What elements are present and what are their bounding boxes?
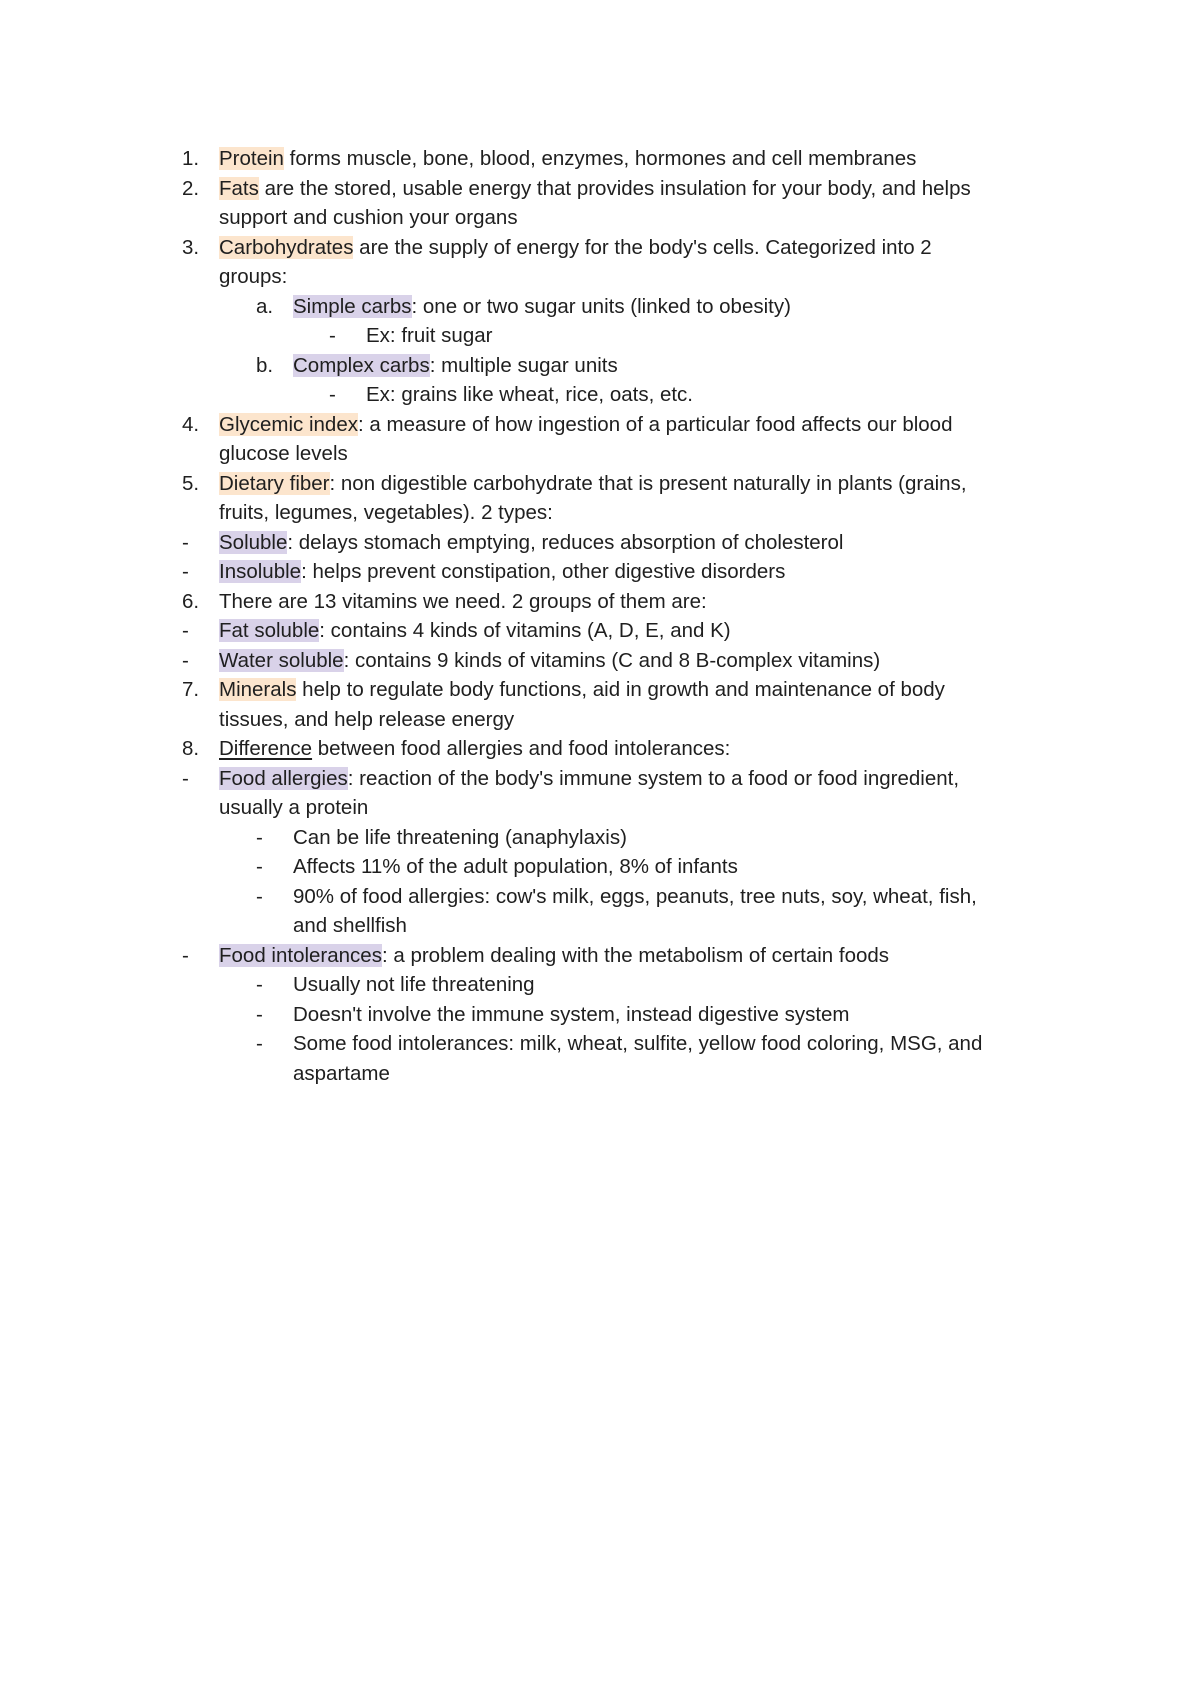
list-number: b. <box>256 353 274 377</box>
line-body: between food allergies and food intolerances: <box>312 737 731 760</box>
outline-line <box>0 764 1200 794</box>
line-body: and shellfish <box>293 914 407 937</box>
list-number: 1. <box>182 147 200 170</box>
line-body: Some food intolerances: milk, wheat, sulfite, yellow food coloring, MSG, and <box>293 1032 983 1055</box>
bullet-dash: - <box>182 943 189 967</box>
line-text <box>219 203 518 233</box>
line-body: support and cushion your organs <box>219 206 518 229</box>
line-text <box>219 764 959 794</box>
line-text <box>293 1000 850 1030</box>
list-number: 4. <box>182 412 200 436</box>
line-text <box>219 233 932 263</box>
line-body: : non digestible carbohydrate that is present naturally in plants (grains, <box>329 471 967 495</box>
line-body: : one or two sugar units (linked to obesity) <box>411 294 791 318</box>
outline-line <box>0 233 1200 263</box>
line-text <box>219 675 945 705</box>
line-body: Affects 11% of the adult population, 8% of infants <box>293 855 738 878</box>
line-text <box>219 528 843 558</box>
outline-line <box>0 410 1200 440</box>
bullet-dash: - <box>256 1002 263 1026</box>
line-text <box>293 292 791 322</box>
outline-line <box>0 262 1200 292</box>
list-number: 2. <box>182 176 200 200</box>
key-term: Difference <box>219 737 313 760</box>
outline-line <box>0 1059 1200 1089</box>
key-term: Water soluble <box>219 648 344 672</box>
bullet-dash: - <box>256 973 263 996</box>
line-text <box>219 646 880 676</box>
bullet-dash: - <box>256 1032 263 1055</box>
line-text <box>219 734 730 764</box>
line-body: : helps prevent constipation, other digestive disorders <box>301 560 786 583</box>
line-body: : delays stomach emptying, reduces absorption of cholesterol <box>287 530 844 554</box>
list-number: 7. <box>182 678 200 701</box>
outline-line <box>0 1000 1200 1030</box>
line-text <box>366 380 693 410</box>
outline-line <box>0 557 1200 587</box>
outline-line <box>0 970 1200 1000</box>
line-text <box>293 852 738 882</box>
outline-line <box>0 882 1200 912</box>
line-text <box>219 469 967 499</box>
line-body: Ex: grains like wheat, rice, oats, etc. <box>366 383 693 406</box>
line-body: : reaction of the body's immune system to a food or food ingredient, <box>347 766 960 790</box>
list-number: 3. <box>182 235 200 259</box>
key-term: Food allergies <box>219 766 348 790</box>
outline-line <box>0 941 1200 971</box>
key-term: Carbohydrates <box>219 235 354 259</box>
bullet-dash: - <box>329 383 336 406</box>
line-text <box>293 882 977 912</box>
line-body: : contains 9 kinds of vitamins (C and 8 B-complex vitamins) <box>343 648 881 672</box>
line-body: usually a protein <box>219 796 369 819</box>
key-term: Protein <box>219 147 284 170</box>
line-text <box>219 262 287 292</box>
key-term: Complex carbs <box>293 353 430 377</box>
line-text <box>219 793 368 823</box>
outline-line <box>0 793 1200 823</box>
outline-line <box>0 705 1200 735</box>
list-number: a. <box>256 294 274 318</box>
key-term: Dietary fiber <box>219 471 330 495</box>
line-text <box>219 705 514 735</box>
line-text <box>219 616 731 646</box>
line-body: 90% of food allergies: cow's milk, eggs, peanuts, tree nuts, soy, wheat, fish, <box>293 884 977 908</box>
bullet-dash: - <box>182 560 189 583</box>
outline-line <box>0 528 1200 558</box>
line-body: fruits, legumes, vegetables). 2 types: <box>219 501 553 524</box>
line-body: tissues, and help release energy <box>219 707 515 731</box>
outline-line <box>0 174 1200 204</box>
line-body: There are 13 vitamins we need. 2 groups of them are: <box>219 589 707 613</box>
line-text <box>219 587 707 617</box>
key-term: Food intolerances <box>219 943 382 967</box>
outline-line <box>0 292 1200 322</box>
key-term: Insoluble <box>219 560 302 583</box>
line-body: Doesn't involve the immune system, instead digestive system <box>293 1002 850 1026</box>
outline-line <box>0 911 1200 941</box>
line-text <box>293 351 618 381</box>
line-body: : a measure of how ingestion of a particular food affects our blood <box>358 412 953 436</box>
list-number: 5. <box>182 471 200 495</box>
key-term: Soluble <box>219 530 288 554</box>
notes-list <box>0 144 1200 1088</box>
line-body: Usually not life threatening <box>293 973 535 996</box>
bullet-dash: - <box>256 825 263 849</box>
line-text <box>219 941 889 971</box>
list-number: 6. <box>182 589 200 613</box>
outline-line <box>0 616 1200 646</box>
line-body: help to regulate body functions, aid in growth and maintenance of body <box>296 678 945 701</box>
bullet-dash: - <box>182 648 189 672</box>
outline-line <box>0 144 1200 174</box>
line-body: : a problem dealing with the metabolism of certain foods <box>381 943 890 967</box>
bullet-dash: - <box>256 884 263 908</box>
key-term: Fat soluble <box>219 619 320 642</box>
line-text <box>293 970 535 1000</box>
outline-line <box>0 351 1200 381</box>
line-text <box>219 410 952 440</box>
outline-line <box>0 439 1200 469</box>
list-number: 8. <box>182 737 200 760</box>
outline-line <box>0 823 1200 853</box>
line-text <box>366 321 492 351</box>
line-text <box>219 498 553 528</box>
key-term: Glycemic index <box>219 412 358 436</box>
line-body: aspartame <box>293 1061 390 1085</box>
line-body: : contains 4 kinds of vitamins (A, D, E, and K) <box>319 619 731 642</box>
line-text <box>219 439 348 469</box>
outline-line <box>0 1029 1200 1059</box>
line-body: forms muscle, bone, blood, enzymes, hormones and cell membranes <box>283 147 917 170</box>
line-text <box>219 144 916 174</box>
bullet-dash: - <box>182 619 189 642</box>
outline-line <box>0 675 1200 705</box>
bullet-dash: - <box>182 766 189 790</box>
key-term: Simple carbs <box>293 294 412 318</box>
key-term: Fats <box>219 176 259 200</box>
key-term: Minerals <box>219 678 297 701</box>
outline-line <box>0 852 1200 882</box>
outline-line <box>0 469 1200 499</box>
line-text <box>293 911 407 941</box>
line-text <box>293 823 627 853</box>
line-body: Ex: fruit sugar <box>366 324 493 347</box>
outline-line <box>0 734 1200 764</box>
line-body: are the stored, usable energy that provides insulation for your body, and helps <box>258 176 971 200</box>
outline-line <box>0 380 1200 410</box>
outline-line <box>0 203 1200 233</box>
line-body: glucose levels <box>219 442 348 465</box>
line-body: groups: <box>219 265 288 288</box>
line-body: Can be life threatening (anaphylaxis) <box>293 825 627 849</box>
line-text <box>293 1059 390 1089</box>
outline-line <box>0 587 1200 617</box>
line-text <box>219 557 785 587</box>
line-text <box>219 174 971 204</box>
bullet-dash: - <box>329 324 336 347</box>
outline-line <box>0 498 1200 528</box>
bullet-dash: - <box>256 855 263 878</box>
outline-line <box>0 321 1200 351</box>
line-text <box>293 1029 982 1059</box>
line-body: are the supply of energy for the body's cells. Categorized into 2 <box>353 235 932 259</box>
line-body: : multiple sugar units <box>429 353 618 377</box>
outline-line <box>0 646 1200 676</box>
bullet-dash: - <box>182 530 189 554</box>
